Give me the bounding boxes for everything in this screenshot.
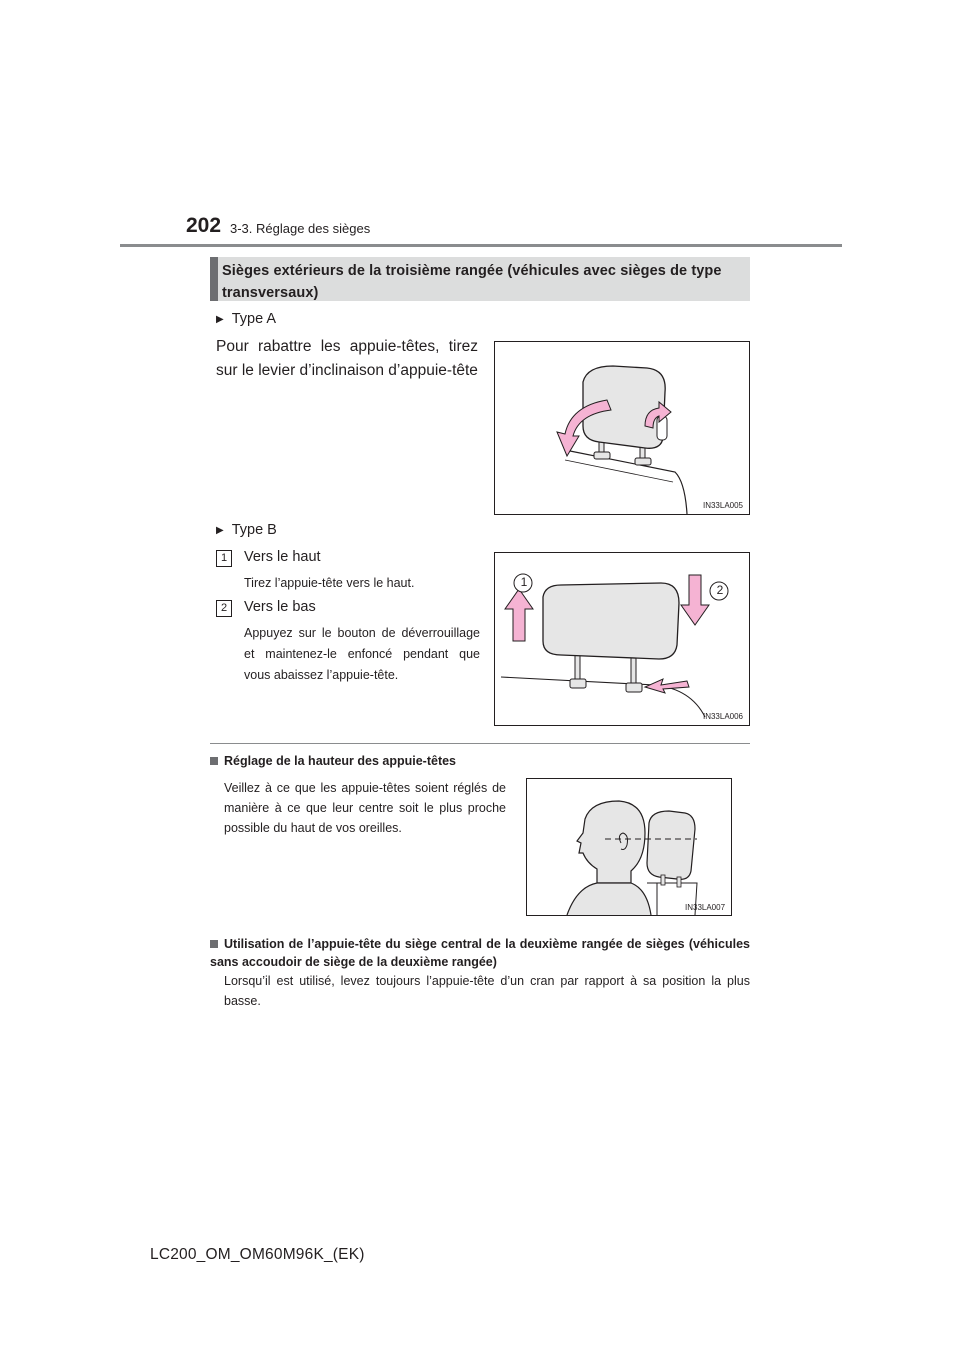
step-desc-up: Tirez l’appuie-tête vers le haut. (244, 576, 415, 590)
figure-code: IN33LA005 (702, 501, 743, 510)
header-rule (120, 244, 842, 247)
figure-type-b (494, 552, 750, 726)
figure-code: IN33LA006 (702, 712, 743, 721)
figure-height-adjust (526, 778, 732, 916)
running-header: 3-3. Réglage des sièges (230, 221, 371, 236)
type-a-text: Pour rabattre les appuie-têtes, tirez sur le levier d’inclinaison d’appuie-tête (216, 338, 478, 379)
step-number-2: 2 (216, 600, 232, 617)
section-divider (210, 743, 750, 744)
height-adjust-text: Veillez à ce que les appuie-têtes soient réglés de manière à ce que leur centre soit le plus proche possible du haut de vos oreilles. (224, 781, 506, 835)
square-bullet-icon (210, 757, 218, 765)
figure-code: IN33LA007 (685, 903, 726, 912)
height-adjust-heading: Réglage de la hauteur des appuie-têtes (210, 752, 456, 770)
figure-type-a (494, 341, 750, 515)
document-code-footer: LC200_OM_OM60M96K_(EK) (150, 1246, 365, 1263)
step-title-down: Vers le bas (244, 599, 316, 615)
center-seat-heading: Utilisation de l’appuie-tête du siège central de la deuxième rangée de sièges (véhicules sans accoudoir de siège de la deuxième rangée) (210, 937, 750, 969)
headrest-fold-illustration (495, 342, 749, 514)
triangle-bullet-icon: ▶ (216, 525, 224, 536)
type-b-label: ▶ Type B (216, 522, 277, 538)
headrest-up-down-illustration (495, 553, 749, 725)
step-title-up: Vers le haut (244, 549, 321, 565)
square-bullet-icon (210, 940, 218, 948)
step-desc-down: Appuyez sur le bouton de déverrouillage et maintenez-le enfoncé pendant que vous abaissez l’appuie-tête. (244, 626, 480, 682)
triangle-bullet-icon: ▶ (216, 314, 224, 325)
center-seat-text: Lorsqu’il est utilisé, levez toujours l’appuie-tête d’un cran par rapport à sa position la plus basse. (224, 974, 750, 1008)
section-title: Sièges extérieurs de la troisième rangée (véhicules avec sièges de type transversaux) (222, 263, 722, 301)
step-number-1: 1 (216, 550, 232, 567)
type-a-label: ▶ Type A (216, 311, 277, 327)
head-position-illustration (527, 779, 731, 915)
callout-1: 1 (520, 575, 528, 589)
page-number: 202 (186, 214, 222, 237)
callout-2: 2 (716, 583, 724, 597)
